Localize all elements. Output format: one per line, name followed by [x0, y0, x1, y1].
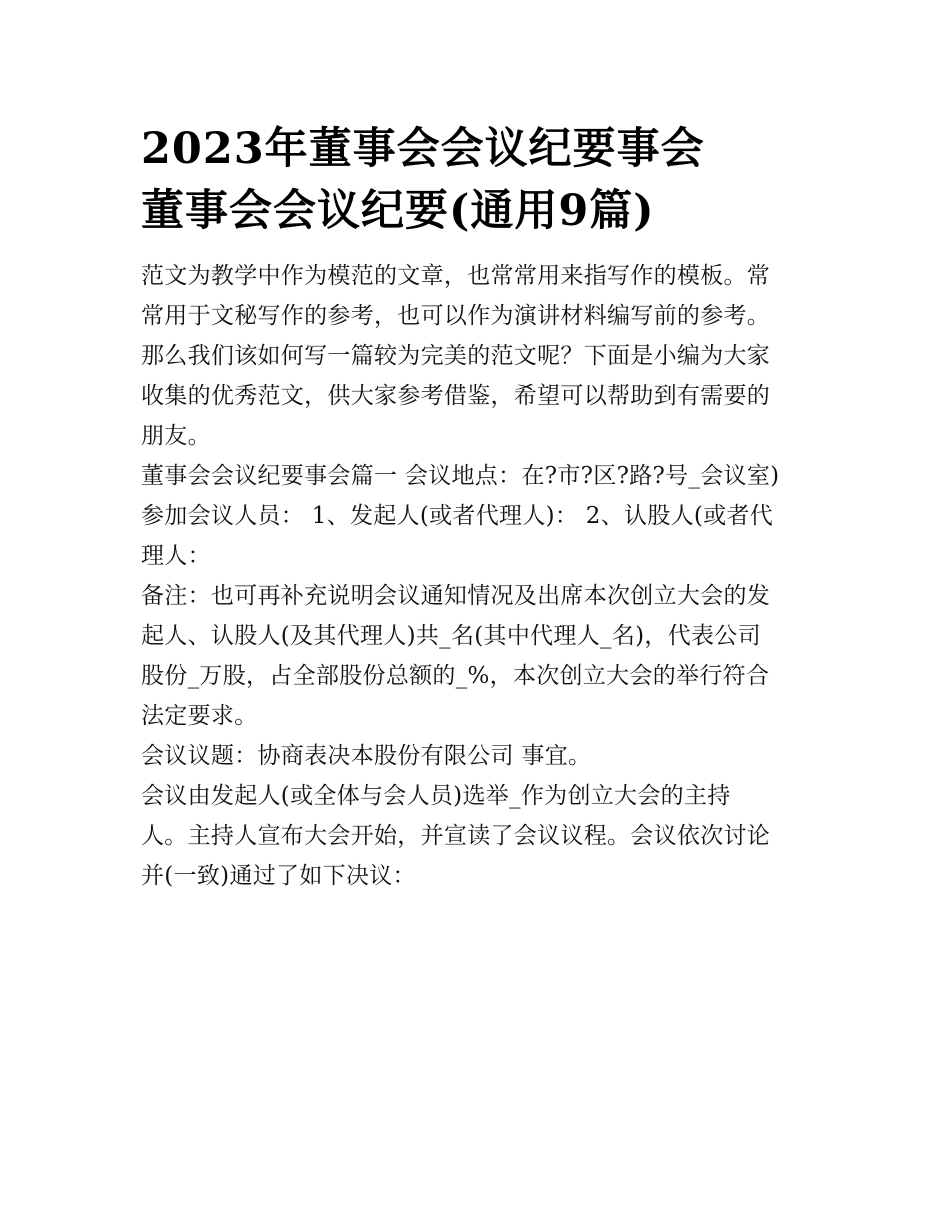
document-title — [141, 118, 821, 242]
text-line: 收集的优秀范文，供大家参考借鉴，希望可以帮助到有需要的 — [141, 383, 771, 409]
text-line: 范文为教学中作为模范的文章，也常常用来指写作的模板。常 — [141, 263, 771, 289]
text-line: 股份_万股，占全部股份总额的_%，本次创立大会的举行符合 — [141, 663, 770, 689]
document-body — [141, 256, 821, 896]
text-line: 理人： — [141, 543, 211, 569]
text-line: 会议议题：协商表决本股份有限公司 事宜。 — [141, 743, 592, 769]
paragraph-meeting-info — [141, 456, 821, 576]
text-line: 参加会议人员： 1、发起人(或者代理人)： 2、认股人(或者代 — [141, 503, 774, 529]
text-line: 会议由发起人(或全体与会人员)选举_作为创立大会的主持 — [141, 783, 731, 809]
text-line: 董事会会议纪要事会篇一 会议地点：在?市?区?路?号_会议室) — [141, 463, 780, 489]
paragraph-intro — [141, 256, 821, 456]
text-line: 法定要求。 — [141, 703, 258, 729]
text-line: 并(一致)通过了如下决议： — [141, 863, 416, 889]
text-line: 那么我们该如何写一篇较为完美的范文呢？下面是小编为大家 — [141, 343, 771, 369]
title-line-2: 董事会会议纪要(通用9篇) — [141, 186, 655, 236]
text-line: 朋友。 — [141, 423, 211, 449]
paragraph-proceedings — [141, 776, 821, 896]
title-line-1: 2023年董事会会议纪要事会 — [141, 124, 705, 174]
text-line: 常用于文秘写作的参考，也可以作为演讲材料编写前的参考。 — [141, 303, 771, 329]
paragraph-remarks — [141, 576, 821, 736]
document-page — [141, 118, 821, 896]
text-line: 备注：也可再补充说明会议通知情况及出席本次创立大会的发 — [141, 583, 771, 609]
text-line: 起人、认股人(及其代理人)共_名(其中代理人_名)，代表公司 — [141, 623, 761, 649]
text-line: 人。主持人宣布大会开始，并宣读了会议议程。会议依次讨论 — [141, 823, 771, 849]
paragraph-agenda — [141, 736, 821, 776]
